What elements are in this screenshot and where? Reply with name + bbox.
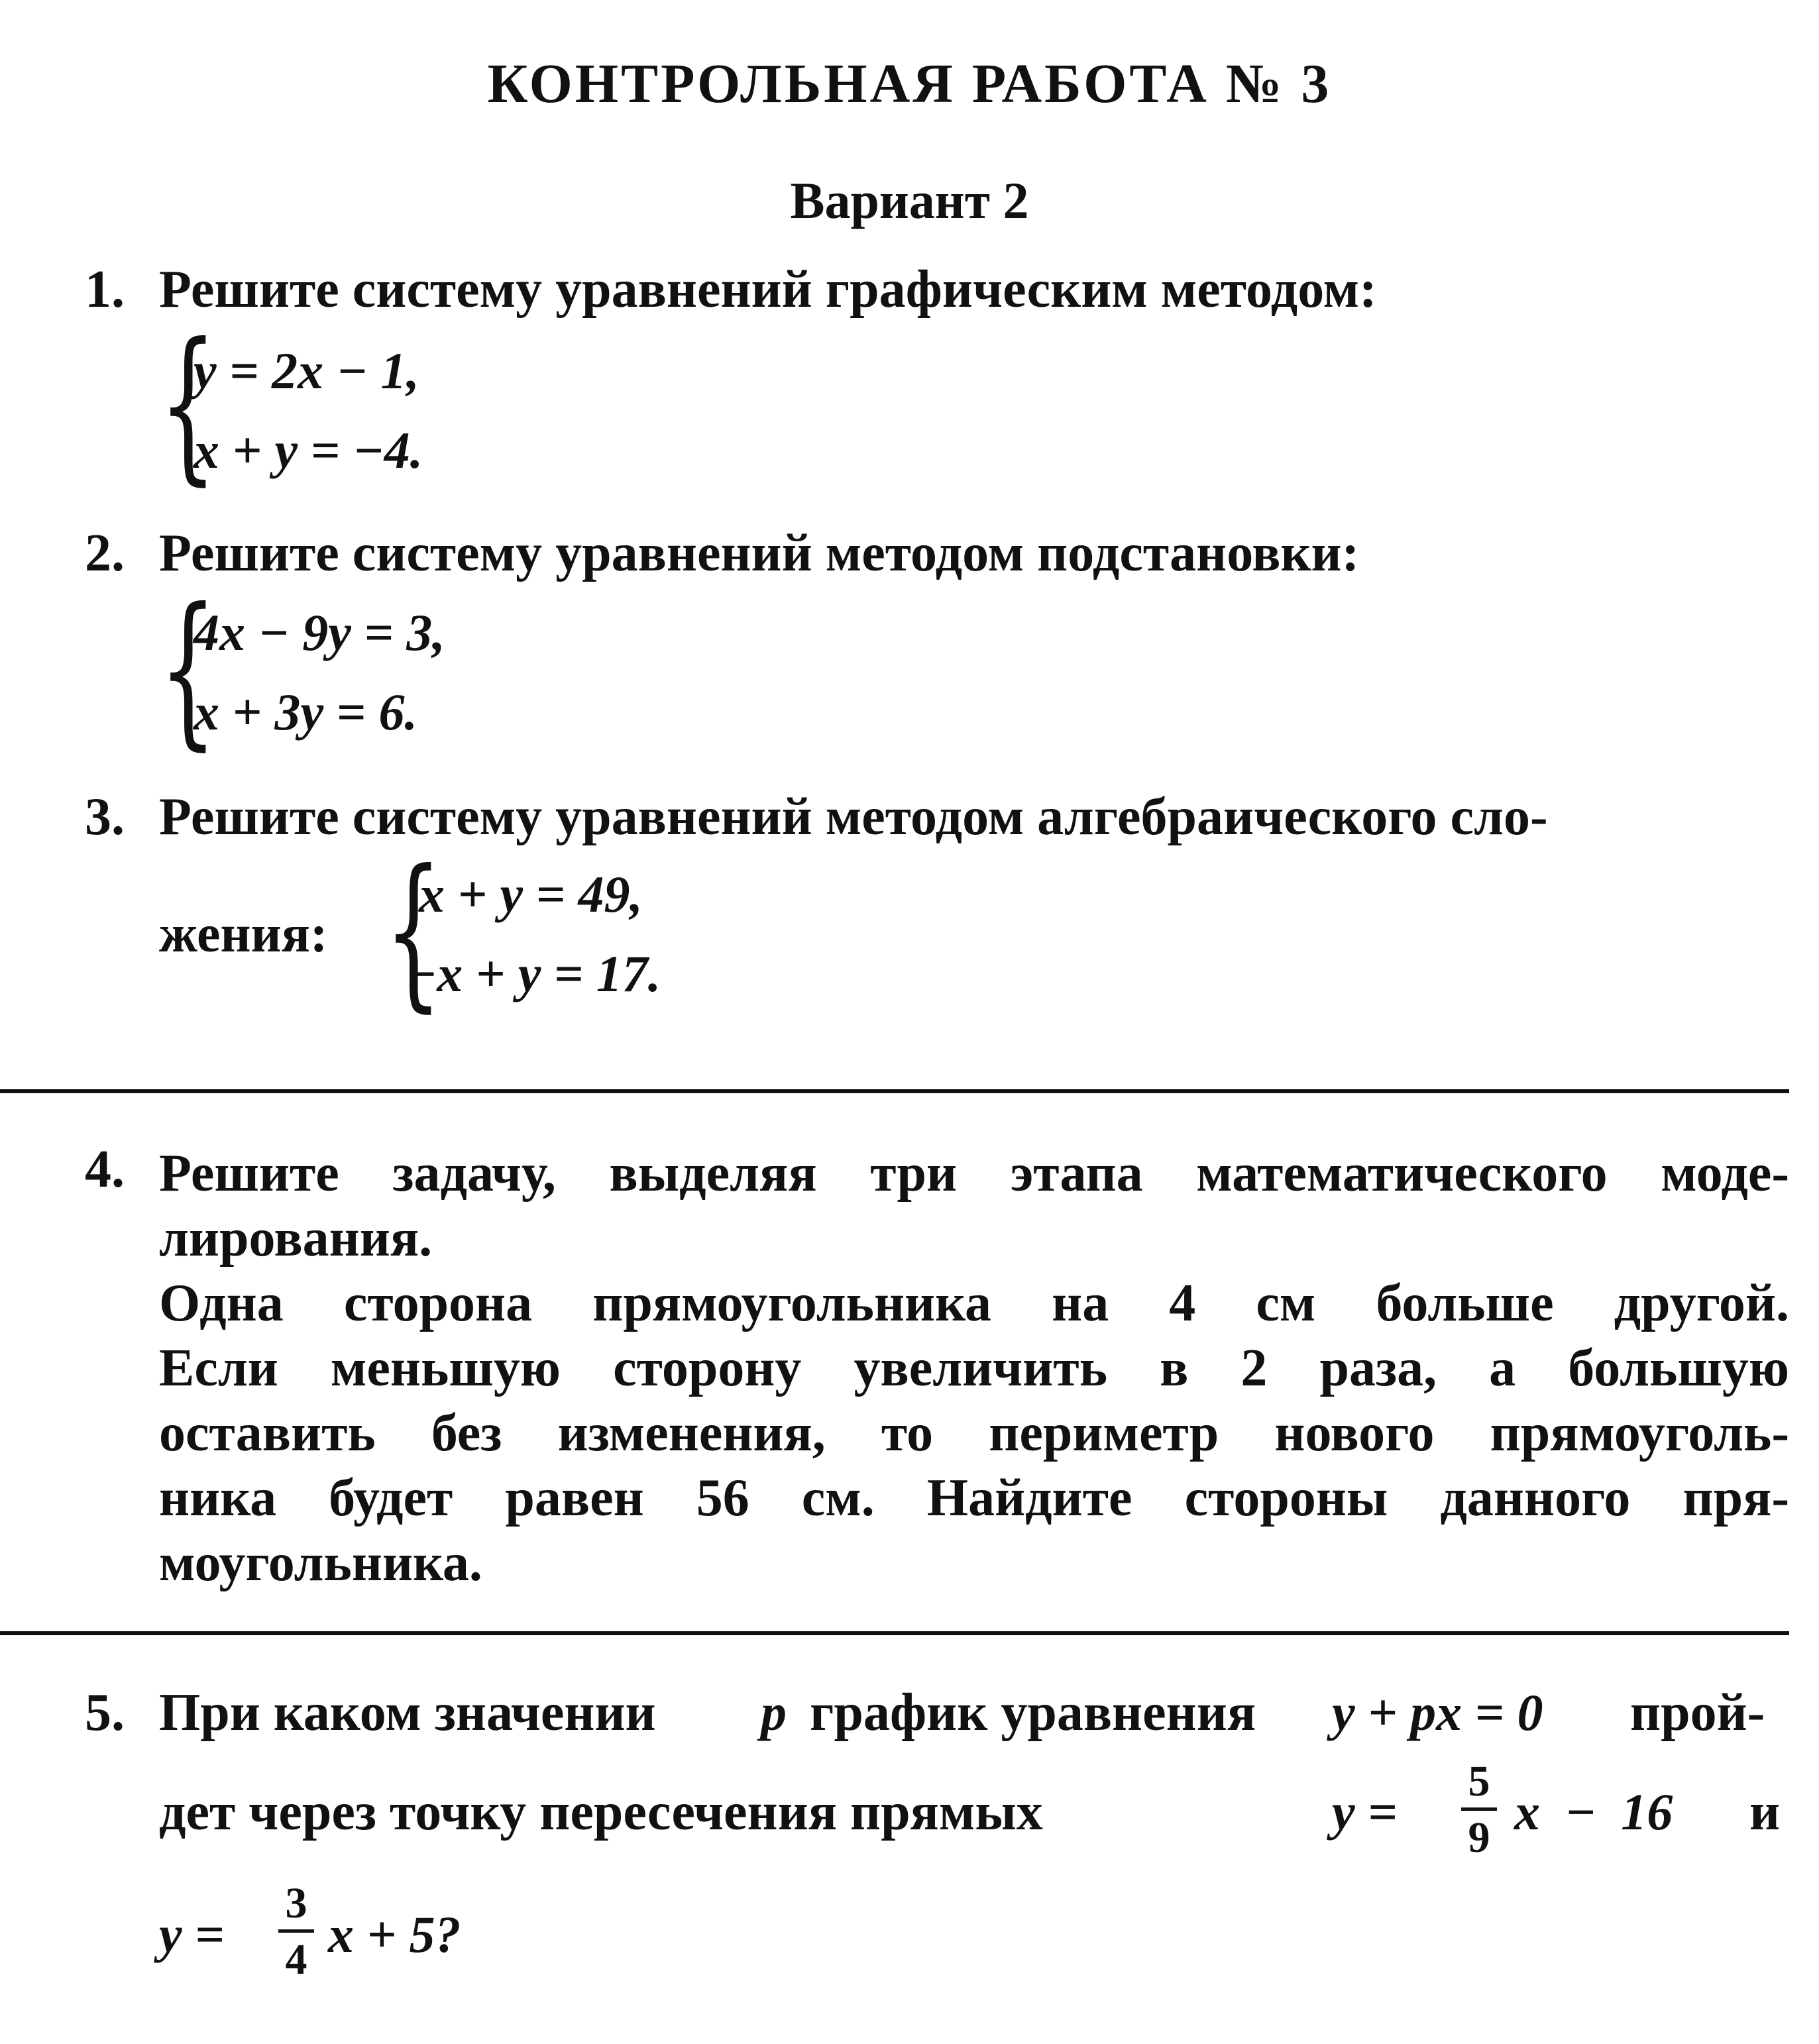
task-1-number: 1. <box>85 260 125 319</box>
task-5-line-2-eq-right: x − 16 <box>1514 1783 1673 1841</box>
task-2-eq-1: 4x − 9y = 3, <box>193 604 445 661</box>
fraction-5-9 <box>1461 1757 1497 1862</box>
task-3-text-cont: жения: <box>159 905 328 963</box>
task-1-brace: { <box>159 307 217 500</box>
task-3-eq-1: x + y = 49, <box>419 865 643 923</box>
task-4-line-5: оставить без изменения, то периметр нового прямоуголь- <box>159 1404 1789 1462</box>
task-3-brace: { <box>384 834 443 1027</box>
task-5-line-1-b: график уравнения <box>810 1684 1256 1742</box>
task-5-line-3-eq-right: x + 5? <box>328 1906 461 1963</box>
task-5-line-2-c: и <box>1749 1783 1781 1841</box>
task-2-eq-2: x + 3y = 6. <box>193 683 418 741</box>
task-5-number: 5. <box>85 1684 125 1742</box>
task-4-paragraph <box>159 1141 1789 1595</box>
task-4-line-6: ника будет равен 56 см. Найдите стороны данного пря- <box>159 1469 1789 1527</box>
task-2-brace: { <box>159 572 217 765</box>
section-divider-2 <box>0 1631 1789 1635</box>
task-2-text: Решите систему уравнений методом подстановки: <box>159 524 1360 582</box>
fraction-5-9-bar <box>1461 1807 1497 1811</box>
task-5-line-2-eq-left: y = <box>1332 1783 1398 1841</box>
task-3-eq-2: −x + y = 17. <box>406 945 661 1002</box>
task-4-number: 4. <box>85 1140 125 1199</box>
fraction-3-4-bar <box>278 1929 314 1933</box>
task-1-text: Решите систему уравнений графическим методом: <box>159 260 1377 319</box>
task-4-line-7: моугольника. <box>159 1534 482 1592</box>
fraction-3-4-denominator: 4 <box>285 1935 307 1984</box>
task-4-line-4: Если меньшую сторону увеличить в 2 раза, а большую <box>159 1339 1789 1397</box>
task-3-text: Решите систему уравнений методом алгебраического сло- <box>159 788 1548 846</box>
fraction-5-9-numerator: 5 <box>1468 1757 1490 1805</box>
fraction-3-4 <box>278 1879 314 1984</box>
task-5-var-p: p <box>761 1684 787 1741</box>
task-5-line-3-eq-left: y = <box>159 1906 225 1963</box>
page-title: КОНТРОЛЬНАЯ РАБОТА № 3 <box>487 53 1332 115</box>
task-5-eq-main: y + px = 0 <box>1332 1684 1543 1741</box>
task-4-line-2: лирования. <box>159 1209 433 1267</box>
task-3-number: 3. <box>85 788 125 846</box>
task-1-eq-1: y = 2x − 1, <box>193 342 419 400</box>
task-4-line-1: Решите задачу, выделяя три этапа математического моде- <box>159 1144 1789 1203</box>
task-4-line-3: Одна сторона прямоугольника на 4 см больше другой. <box>159 1274 1789 1332</box>
task-5-line-2-a: дет через точку пересечения прямых <box>159 1783 1043 1841</box>
task-5-line-1-c: прой- <box>1630 1684 1765 1742</box>
section-divider-1 <box>0 1089 1789 1093</box>
variant-label: Вариант 2 <box>790 172 1029 229</box>
task-1-eq-2: x + y = −4. <box>193 421 423 479</box>
task-2-number: 2. <box>85 524 125 582</box>
fraction-3-4-numerator: 3 <box>285 1879 307 1927</box>
fraction-5-9-denominator: 9 <box>1468 1813 1490 1862</box>
task-5-line-1-a: При каком значении <box>159 1684 656 1742</box>
